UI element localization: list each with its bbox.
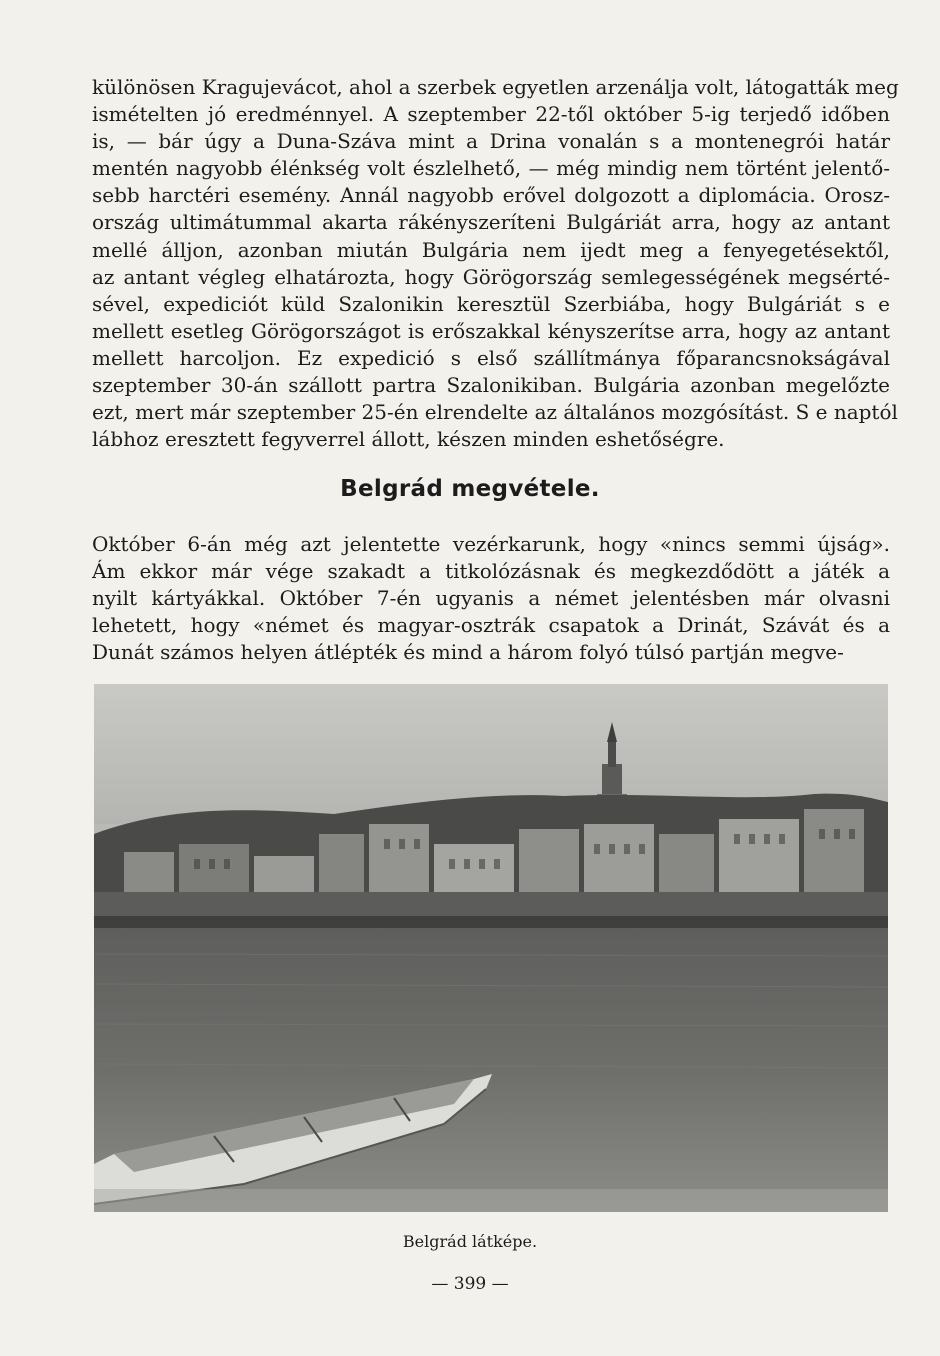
text-line: is, — bár úgy a Duna-Száva mint a Drina vonalán s a montenegrói határ <box>92 129 890 154</box>
page-number: — 399 — <box>431 1274 509 1294</box>
text-line: ezt, mert már szeptember 25-én elrendelte az általános mozgósítást. S e naptól <box>92 400 898 425</box>
text-line: szeptember 30-án szállott partra Szalonikiban. Bulgária azonban megelőzte <box>92 373 890 398</box>
text-line: ismételten jó eredménnyel. A szeptember 22-től október 5-ig terjedő időben <box>92 102 890 127</box>
text-line: Október 6-án még azt jelentette vezérkarunk, hogy «nincs semmi újság». <box>92 532 890 556</box>
text-line: az antant végleg elhatározta, hogy Görögország semlegességének megsérté- <box>92 264 890 289</box>
belgrade-photo <box>94 684 888 1212</box>
text-line: mellett harcoljon. Ez expedició s első szállítmánya főparancsnokságával <box>92 345 890 370</box>
photo-caption: Belgrád látképe. <box>402 1232 538 1251</box>
body-paragraph-1 <box>92 74 899 453</box>
text-line: lábhoz eresztett fegyverrel állott, készen minden eshetőségre. <box>92 427 725 452</box>
text-line: nyilt kártyákkal. Október 7-én ugyanis a német jelentésben már olvasni <box>92 586 890 611</box>
text-line: különösen Kragujevácot, ahol a szerbek egyetlen arzenálja volt, látogatták meg <box>92 75 899 99</box>
text-line: mellé álljon, azonban miután Bulgária nem ijedt meg a fenyegetésektől, <box>92 237 890 262</box>
text-line: mellett esetleg Görögországot is erőszakkal kényszerítse arra, hogy az antant <box>92 318 890 343</box>
section-heading: Belgrád megvétele. <box>340 476 600 502</box>
text-line: ország ultimátummal akarta rákényszeríteni Bulgáriát arra, hogy az antant <box>92 210 890 235</box>
text-line: Dunát számos helyen átlépték és mind a három folyó túlsó partján megve- <box>92 640 844 665</box>
text-line: Ám ekkor már vége szakadt a titkolózásnak és megkezdődött a játék a <box>92 559 890 584</box>
text-line: mentén nagyobb élénkség volt észlelhető, — még mindig nem történt jelentő- <box>92 156 890 181</box>
body-paragraph-2 <box>92 531 890 666</box>
text-line: sebb harctéri esemény. Annál nagyobb erővel dolgozott a diplomácia. Orosz- <box>92 183 890 208</box>
text-line: lehetett, hogy «német és magyar-osztrák csapatok a Drinát, Szávát és a <box>92 613 890 638</box>
text-line: sével, expediciót küld Szalonikin keresztül Szerbiába, hogy Bulgáriát s e <box>92 291 890 316</box>
